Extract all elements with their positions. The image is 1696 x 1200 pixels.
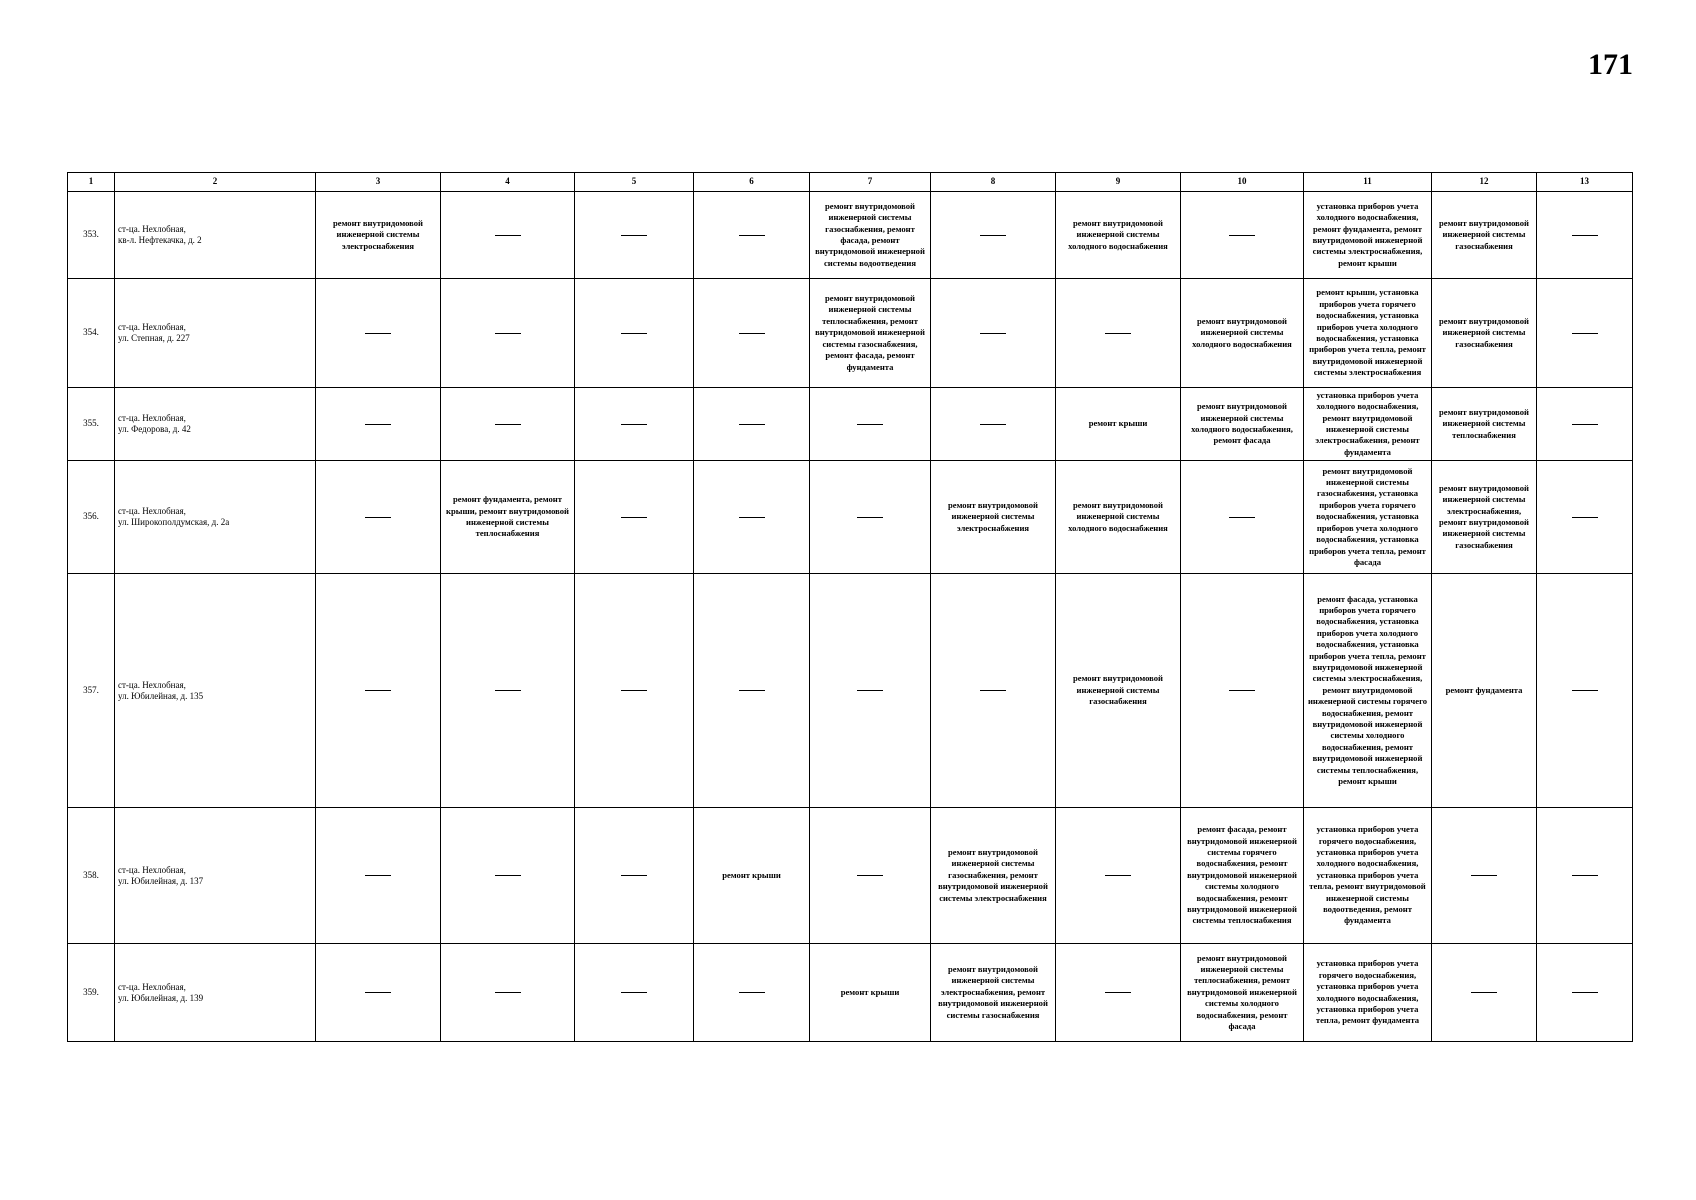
dash-mark [495,992,521,993]
empty-cell [1537,944,1633,1042]
address-cell [115,574,316,808]
repair-schedule-table [67,172,1633,1042]
dash-mark [495,235,521,236]
page-number: 171 [1588,48,1633,81]
address-line: ул. Широкополдумская, д. 2а [118,517,230,527]
table-row [68,192,1633,279]
address-line: ст-ца. Нехлобная, [118,224,186,234]
work-cell: ремонт внутридомовой инженерной системы газоснабжения, установка приборов учета горячего водоснабжения, установка приборов учета холодного водоснабжения, установка приборов учета тепла, ремонт фасада [1304,461,1432,574]
column-header: 3 [316,173,441,192]
address-line: ул. Юбилейная, д. 137 [118,875,204,886]
dash-mark [857,875,883,876]
dash-mark [1229,690,1255,691]
empty-cell [1537,192,1633,279]
work-cell: ремонт фасада, ремонт внутридомовой инженерной системы горячего водоснабжения, ремонт внутридомовой инженерной системы холодного водоснабжения, ремонт внутридомовой инженерной системы теплоснабжения [1181,808,1304,944]
empty-cell [316,944,441,1042]
dash-mark [1572,424,1598,425]
empty-cell [931,388,1056,461]
empty-cell [1432,944,1537,1042]
empty-cell [316,574,441,808]
empty-cell [1181,192,1304,279]
work-cell: установка приборов учета холодного водоснабжения, ремонт фундамента, ремонт внутридомовой инженерной системы электроснабжения, ремонт крыши [1304,192,1432,279]
empty-cell [316,279,441,388]
table-row [68,944,1633,1042]
empty-cell [694,192,810,279]
work-cell: ремонт внутридомовой инженерной системы электроснабжения [931,461,1056,574]
empty-cell [810,388,931,461]
dash-mark [621,875,647,876]
dash-mark [621,235,647,236]
work-cell: ремонт крыши [694,808,810,944]
empty-cell [810,808,931,944]
work-cell: ремонт внутридомовой инженерной системы холодного водоснабжения [1056,461,1181,574]
column-header: 7 [810,173,931,192]
row-number: 354. [68,279,115,388]
address-cell [115,192,316,279]
address-line: ул. Юбилейная, д. 135 [118,690,204,701]
empty-cell [1432,808,1537,944]
work-cell: ремонт внутридомовой инженерной системы электроснабжения [316,192,441,279]
work-cell: ремонт фундамента [1432,574,1537,808]
dash-mark [1105,875,1131,876]
empty-cell [316,388,441,461]
empty-cell [316,461,441,574]
empty-cell [810,574,931,808]
address-line: ст-ца. Нехлобная, [118,679,186,690]
row-number: 356. [68,461,115,574]
dash-mark [1471,875,1497,876]
empty-cell [1537,461,1633,574]
dash-mark [1572,690,1598,691]
address-line: ст-ца. Нехлобная, [118,864,186,875]
column-header: 9 [1056,173,1181,192]
table-row [68,388,1633,461]
empty-cell [441,944,575,1042]
table-row [68,461,1633,574]
work-cell: ремонт внутридомовой инженерной системы теплоснабжения, ремонт внутридомовой инженерной системы газоснабжения, ремонт фасада, ремонт фундамента [810,279,931,388]
column-header: 13 [1537,173,1633,192]
table-row [68,574,1633,808]
empty-cell [1056,944,1181,1042]
empty-cell [931,192,1056,279]
column-header: 2 [115,173,316,192]
column-header: 12 [1432,173,1537,192]
dash-mark [621,333,647,334]
address-line: кв-л. Нефтекачка, д. 2 [118,235,202,245]
dash-mark [495,875,521,876]
empty-cell [441,574,575,808]
empty-cell [1056,808,1181,944]
work-cell: установка приборов учета холодного водоснабжения, ремонт внутридомовой инженерной системы электроснабжения, ремонт фундамента [1304,388,1432,461]
work-cell: установка приборов учета горячего водоснабжения, установка приборов учета холодного водоснабжения, установка приборов учета тепла, ремонт фундамента [1304,944,1432,1042]
empty-cell [575,808,694,944]
dash-mark [365,333,391,334]
empty-cell [1537,279,1633,388]
row-number: 355. [68,388,115,461]
address-cell [115,461,316,574]
empty-cell [931,574,1056,808]
empty-cell [694,944,810,1042]
dash-mark [365,690,391,691]
column-header: 6 [694,173,810,192]
address-line: ул. Степная, д. 227 [118,333,190,343]
dash-mark [365,875,391,876]
dash-mark [739,235,765,236]
dash-mark [1572,333,1598,334]
work-cell: ремонт внутридомовой инженерной системы газоснабжения, ремонт внутридомовой инженерной системы электроснабжения [931,808,1056,944]
work-cell: ремонт внутридомовой инженерной системы газоснабжения, ремонт фасада, ремонт внутридомовой инженерной системы водоотведения [810,192,931,279]
row-number: 358. [68,808,115,944]
dash-mark [1471,992,1497,993]
empty-cell [441,808,575,944]
address-line: ст-ца. Нехлобная, [118,322,186,332]
dash-mark [1105,992,1131,993]
empty-cell [1181,461,1304,574]
dash-mark [1229,517,1255,518]
empty-cell [316,808,441,944]
empty-cell [575,461,694,574]
dash-mark [857,690,883,691]
dash-mark [980,690,1006,691]
table-header-row [68,173,1633,192]
column-header: 1 [68,173,115,192]
dash-mark [621,424,647,425]
dash-mark [857,517,883,518]
dash-mark [365,424,391,425]
empty-cell [1537,574,1633,808]
dash-mark [1229,235,1255,236]
dash-mark [739,690,765,691]
row-number: 353. [68,192,115,279]
dash-mark [857,424,883,425]
dash-mark [739,992,765,993]
dash-mark [365,992,391,993]
empty-cell [1181,574,1304,808]
dash-mark [1572,992,1598,993]
dash-mark [980,235,1006,236]
row-number: 357. [68,574,115,808]
work-cell: ремонт фундамента, ремонт крыши, ремонт внутридомовой инженерной системы теплоснабжения [441,461,575,574]
dash-mark [621,517,647,518]
row-number: 359. [68,944,115,1042]
dash-mark [739,333,765,334]
empty-cell [575,944,694,1042]
dash-mark [1105,333,1131,334]
work-cell: ремонт внутридомовой инженерной системы холодного водоснабжения [1056,192,1181,279]
address-cell [115,808,316,944]
address-cell [115,388,316,461]
empty-cell [931,279,1056,388]
empty-cell [575,388,694,461]
column-header: 5 [575,173,694,192]
address-line: ул. Юбилейная, д. 139 [118,992,204,1003]
empty-cell [694,388,810,461]
table-row [68,279,1633,388]
column-header: 8 [931,173,1056,192]
dash-mark [980,424,1006,425]
dash-mark [495,424,521,425]
work-cell: ремонт крыши [1056,388,1181,461]
dash-mark [365,517,391,518]
work-cell: ремонт внутридомовой инженерной системы электроснабжения, ремонт внутридомовой инженерной системы газоснабжения [1432,461,1537,574]
empty-cell [441,192,575,279]
empty-cell [575,574,694,808]
dash-mark [495,333,521,334]
work-cell: ремонт фасада, установка приборов учета горячего водоснабжения, установка приборов учета холодного водоснабжения, установка приборов учета тепла, ремонт внутридомовой инженерной системы электроснабжения, ремонт внутридомовой инженерной системы горячего водоснабжения, ремонт внутридомовой инженерной системы холодного водоснабжения, ремонт внутридомовой инженерной системы теплоснабжения, ремонт крыши [1304,574,1432,808]
address-line: ул. Федорова, д. 42 [118,424,191,434]
address-line: ст-ца. Нехлобная, [118,506,186,516]
work-cell: ремонт внутридомовой инженерной системы газоснабжения [1432,192,1537,279]
column-header: 4 [441,173,575,192]
dash-mark [1572,875,1598,876]
dash-mark [621,992,647,993]
empty-cell [1056,279,1181,388]
work-cell: ремонт внутридомовой инженерной системы теплоснабжения [1432,388,1537,461]
empty-cell [575,192,694,279]
dash-mark [739,517,765,518]
dash-mark [739,424,765,425]
address-line: ст-ца. Нехлобная, [118,413,186,423]
empty-cell [575,279,694,388]
work-cell: ремонт внутридомовой инженерной системы холодного водоснабжения [1181,279,1304,388]
address-cell [115,279,316,388]
empty-cell [1537,808,1633,944]
work-cell: установка приборов учета горячего водоснабжения, установка приборов учета холодного водоснабжения, установка приборов учета тепла, ремонт внутридомовой инженерной системы водоотведения, ремонт фундамента [1304,808,1432,944]
empty-cell [694,574,810,808]
work-cell: ремонт внутридомовой инженерной системы газоснабжения [1056,574,1181,808]
table-row [68,808,1633,944]
work-cell: ремонт крыши [810,944,931,1042]
column-header: 10 [1181,173,1304,192]
column-header: 11 [1304,173,1432,192]
dash-mark [1572,235,1598,236]
empty-cell [694,279,810,388]
empty-cell [441,388,575,461]
dash-mark [1572,517,1598,518]
empty-cell [441,279,575,388]
address-line: ст-ца. Нехлобная, [118,981,186,992]
address-cell [115,944,316,1042]
work-cell: ремонт внутридомовой инженерной системы электроснабжения, ремонт внутридомовой инженерной системы газоснабжения [931,944,1056,1042]
dash-mark [980,333,1006,334]
work-cell: ремонт внутридомовой инженерной системы теплоснабжения, ремонт внутридомовой инженерной системы холодного водоснабжения, ремонт фасада [1181,944,1304,1042]
table-body [68,192,1633,1042]
dash-mark [621,690,647,691]
empty-cell [1537,388,1633,461]
empty-cell [694,461,810,574]
work-cell: ремонт внутридомовой инженерной системы холодного водоснабжения, ремонт фасада [1181,388,1304,461]
empty-cell [810,461,931,574]
dash-mark [495,690,521,691]
work-cell: ремонт внутридомовой инженерной системы газоснабжения [1432,279,1537,388]
work-cell: ремонт крыши, установка приборов учета горячего водоснабжения, установка приборов учета холодного водоснабжения, установка приборов учета тепла, ремонт внутридомовой инженерной системы электроснабжения [1304,279,1432,388]
